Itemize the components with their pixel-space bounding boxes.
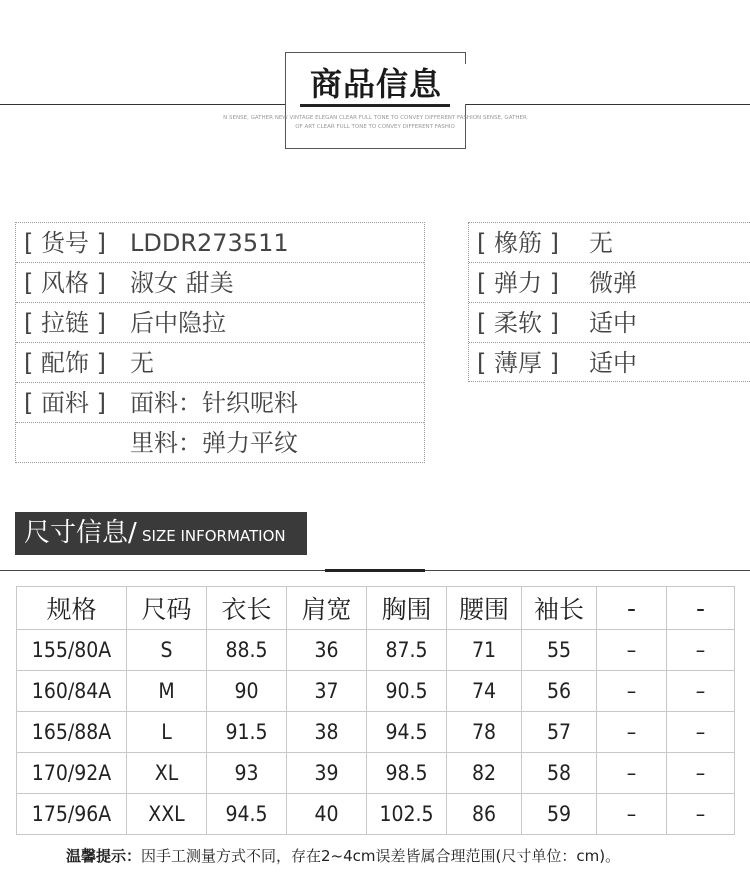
size-table-cell: 82 (447, 753, 522, 794)
size-table-cell: 38 (287, 712, 367, 753)
size-table-header-cell: 袖长 (522, 587, 597, 630)
attribute-key: [ 橡筋 ] (477, 229, 559, 257)
size-table-cell: 102.5 (367, 794, 447, 835)
footnote-text: 因手工测量方式不同，存在2~4cm误差皆属合理范围(尺寸单位：cm)。 (141, 847, 621, 865)
size-table-cell: 87.5 (367, 630, 447, 671)
size-table-header-cell: - (597, 587, 667, 630)
attribute-value: 适中 (589, 309, 637, 337)
footnote-label: 温馨提示： (66, 847, 142, 865)
attribute-row (469, 223, 750, 263)
attribute-row (16, 303, 424, 343)
size-section-divider-accent (325, 569, 425, 572)
size-table-cell: 90.5 (367, 671, 447, 712)
size-table-cell: 165/88A (17, 712, 127, 753)
size-table-cell: – (667, 630, 735, 671)
attribute-key: [ 配饰 ] (24, 349, 106, 377)
attribute-row (16, 423, 424, 463)
attribute-value: 无 (130, 349, 154, 377)
attribute-row (469, 263, 750, 303)
size-table-header-cell: 胸围 (367, 587, 447, 630)
attribute-key: [ 柔软 ] (477, 309, 559, 337)
size-table-cell: – (597, 630, 667, 671)
attribute-row (16, 223, 424, 263)
attribute-key: [ 拉链 ] (24, 309, 106, 337)
size-table-cell: – (667, 712, 735, 753)
page-title: 商品信息 (286, 64, 466, 104)
attribute-row (16, 383, 424, 423)
size-table-cell: 94.5 (207, 794, 287, 835)
size-table-cell: 40 (287, 794, 367, 835)
size-table-cell: – (667, 753, 735, 794)
attribute-value: 微弹 (589, 269, 637, 297)
size-table-header-cell: - (667, 587, 735, 630)
size-section-title: 尺寸信息/ (24, 518, 137, 548)
size-table-cell: 39 (287, 753, 367, 794)
size-table-cell: 36 (287, 630, 367, 671)
attribute-value: 里料：弹力平纹 (130, 429, 298, 457)
footnote (66, 846, 620, 866)
attribute-row (16, 263, 424, 303)
size-table-row (17, 794, 735, 835)
size-table-cell: 91.5 (207, 712, 287, 753)
header-subtitle-line2: OF ART CLEAR FULL TONE TO CONVEY DIFFERENT FASHIO (295, 124, 455, 130)
size-table-cell: – (597, 712, 667, 753)
size-table-cell: 71 (447, 630, 522, 671)
size-table-cell: – (667, 794, 735, 835)
size-table-cell: 37 (287, 671, 367, 712)
size-table-row (17, 753, 735, 794)
size-table-row (17, 630, 735, 671)
size-table-header-cell: 尺码 (127, 587, 207, 630)
attribute-value: 无 (589, 229, 613, 257)
size-table-cell: – (597, 753, 667, 794)
size-table-cell: 155/80A (17, 630, 127, 671)
attribute-key: [ 弹力 ] (477, 269, 559, 297)
size-table-row (17, 712, 735, 753)
header-subtitle-line1: N SENSE, GATHER NEW VINTAGE ELEGAN CLEAR FULL TONE TO CONVEY DIFFERENT FASHION SENSE, GATHER (223, 115, 527, 121)
header-subtitle (200, 114, 550, 132)
attribute-key: [ 面料 ] (24, 389, 106, 417)
size-table-header (17, 587, 735, 630)
size-table-cell: XXL (127, 794, 207, 835)
size-section-subtitle: SIZE INFORMATION (142, 527, 286, 545)
size-table-cell: 58 (522, 753, 597, 794)
size-table-cell: – (597, 794, 667, 835)
attribute-row (16, 343, 424, 383)
attribute-key: [ 薄厚 ] (477, 349, 559, 377)
size-table-cell: 74 (447, 671, 522, 712)
size-table-cell: 56 (522, 671, 597, 712)
size-table-cell: M (127, 671, 207, 712)
size-table-cell: – (667, 671, 735, 712)
size-table-cell: 94.5 (367, 712, 447, 753)
size-table-cell: 160/84A (17, 671, 127, 712)
size-table-cell: 90 (207, 671, 287, 712)
size-table-cell: 57 (522, 712, 597, 753)
size-table-header-cell: 衣长 (207, 587, 287, 630)
size-table-cell: – (597, 671, 667, 712)
size-section-header (15, 512, 307, 555)
size-table-cell: 88.5 (207, 630, 287, 671)
attribute-row (469, 303, 750, 343)
attribute-value: LDDR273511 (130, 229, 289, 257)
size-table-cell: 59 (522, 794, 597, 835)
size-table-header-cell: 肩宽 (287, 587, 367, 630)
attribute-value: 面料：针织呢料 (130, 389, 298, 417)
size-table-cell: 86 (447, 794, 522, 835)
attribute-value: 淑女 甜美 (130, 269, 234, 297)
title-underline (300, 104, 450, 107)
size-table-cell: 175/96A (17, 794, 127, 835)
attribute-row (469, 343, 750, 383)
attribute-value: 后中隐拉 (130, 309, 226, 337)
size-table-header-cell: 规格 (17, 587, 127, 630)
attribute-key: [ 货号 ] (24, 229, 106, 257)
attribute-key: [ 风格 ] (24, 269, 106, 297)
attributes-table-right (468, 222, 750, 382)
size-table (16, 586, 735, 835)
size-table-cell: 93 (207, 753, 287, 794)
size-table-cell: 98.5 (367, 753, 447, 794)
size-table-cell: L (127, 712, 207, 753)
size-table-cell: S (127, 630, 207, 671)
size-table-cell: 55 (522, 630, 597, 671)
size-table-row (17, 671, 735, 712)
size-table-cell: 78 (447, 712, 522, 753)
attributes-table-left (15, 222, 425, 463)
size-table-cell: XL (127, 753, 207, 794)
size-table-header-cell: 腰围 (447, 587, 522, 630)
attribute-value: 适中 (589, 349, 637, 377)
size-table-cell: 170/92A (17, 753, 127, 794)
